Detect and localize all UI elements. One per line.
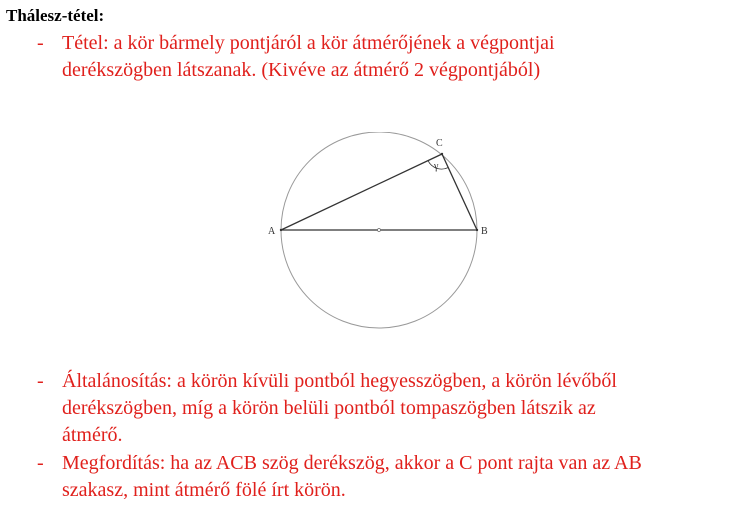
theorem-line-1: Tétel: a kör bármely pontjáról a kör átmérőjének a végpontjai [62,32,555,54]
label-b: B [481,226,488,237]
converse-bullet [37,450,752,504]
generalization-line-2: derékszögben, míg a körön belüli pontból tompaszögben látszik az [62,397,596,419]
point-c [441,153,443,155]
center-point [378,229,381,232]
converse-line-2: szakasz, mint átmérő fölé írt körön. [62,479,346,501]
label-a: A [268,226,276,237]
theorem-bullet [37,30,737,84]
bullet-dash: - [37,452,44,474]
point-a [280,229,282,231]
label-gamma: γ [434,161,439,172]
generalization-line-3: átmérő. [62,424,123,446]
converse-line-1: Megfordítás: ha az ACB szög derékszög, akkor a C pont rajta van az AB [62,452,642,474]
segment-cb [442,154,477,230]
theorem-line-2: derékszögben látszanak. (Kivéve az átmérő 2 végpontjából) [62,59,541,81]
thales-diagram [260,132,500,347]
generalization-line-1: Általánosítás: a körön kívüli pontból hegyesszögben, a körön lévőből [62,370,617,392]
point-b [476,229,478,231]
generalization-bullet [37,368,752,449]
thales-figure [260,132,500,352]
bullet-dash: - [37,32,44,54]
bullet-dash: - [37,370,44,392]
page-title: Thálesz-tétel: [6,6,105,25]
label-c: C [436,138,443,149]
